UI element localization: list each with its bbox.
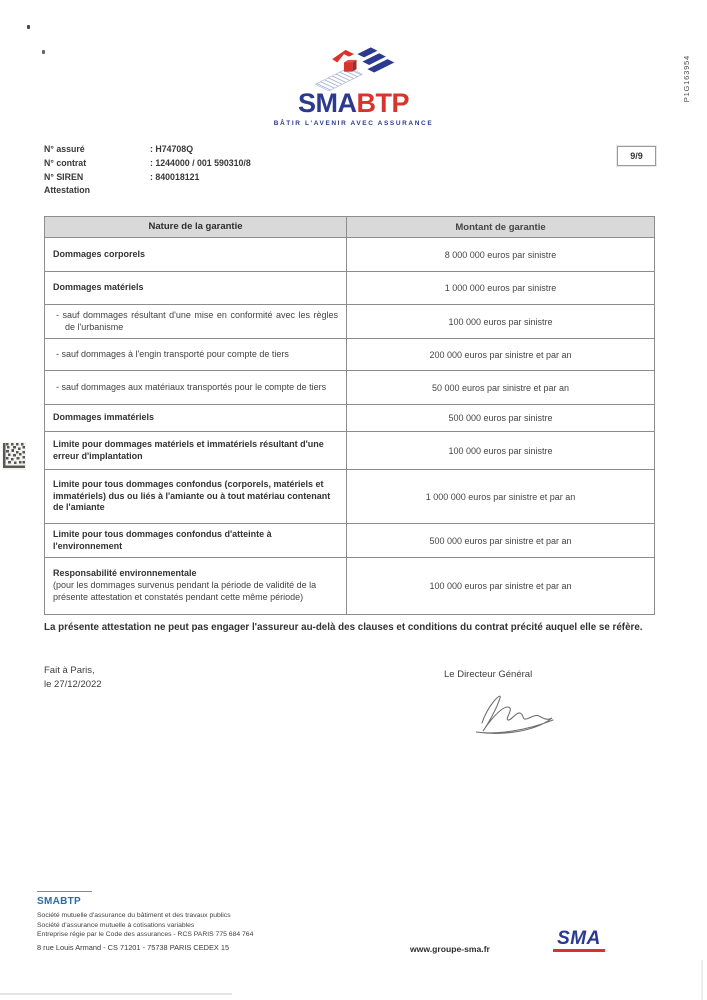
montant-cell: 100 000 euros par sinistre et par an [429,581,572,591]
issue-place-date [44,664,102,691]
table-row [45,557,654,614]
field-label: N° contrat [44,157,87,168]
table-row [45,370,654,404]
page-number-badge: 9/9 [617,146,656,166]
nature-cell: - sauf dommages aux matériaux transportés pour le compte de tiers [45,371,347,404]
sma-logo [553,929,605,952]
table-row [45,271,654,304]
side-reference-code: P1G163954 [682,55,691,103]
table-row [45,523,654,557]
nature-title: Responsabilité environnementale [53,568,197,579]
field-value: : 840018121 [150,171,200,182]
closing-statement: La présente attestation ne peut pas engager l'assureur au-delà des clauses et conditions du contrat précité auquel elle se réfère. [44,622,643,633]
table-header-row [45,217,654,237]
nature-cell: Limite pour dommages matériels et immatériels résultant d'une erreur d'implantation [45,432,347,469]
signatory-title: Le Directeur Général [444,669,533,680]
nature-cell: Limite pour tous dommages confondus d'atteinte à l'environnement [45,524,347,557]
policy-field-contrat [44,157,374,171]
table-row [45,404,654,431]
policy-field-assure [44,143,374,157]
nature-cell: - sauf dommages résultant d'une mise en conformité avec les règles de l'urbanisme [45,305,347,338]
policy-info [44,143,374,198]
montant-cell: 1 000 000 euros par sinistre [444,283,557,293]
wordmark-btp: BTP [356,88,409,118]
montant-cell: 100 000 euros par sinistre [448,316,553,327]
signature [452,683,582,745]
table-row [45,469,654,523]
field-label: Attestation [44,185,90,196]
montant-cell: 100 000 euros par sinistre [448,445,553,456]
smabtp-logo [0,44,707,127]
footer-company-block [37,896,357,952]
header-montant: Montant de garantie [455,221,546,233]
policy-field-attestation [44,184,374,198]
nature-cell: Dommages matériels [45,272,347,304]
nature-cell: Limite pour tous dommages confondus (corporels, matériels et immatériels) dus ou liés à l'amiante ou à tout matériau contenant de l'amiante [45,470,347,523]
footer-website: www.groupe-sma.fr [410,944,490,954]
montant-cell: 8 000 000 euros par sinistre [444,249,557,260]
montant-cell: 50 000 euros par sinistre et par an [431,382,570,393]
montant-cell: 200 000 euros par sinistre et par an [429,349,572,360]
datamatrix-code [2,442,26,470]
footer-address: 8 rue Louis Armand - CS 71201 - 75738 PARIS CEDEX 15 [37,942,230,952]
header-nature: Nature de la garantie [45,217,347,237]
field-label: N° SIREN [44,171,84,182]
nature-cell: Dommages corporels [45,238,347,271]
table-row [45,338,654,370]
scan-artifact-edge [701,960,703,1000]
table-row [45,304,654,338]
nature-cell: - sauf dommages à l'engin transporté pour compte de tiers [45,339,347,370]
logo-tagline: BÂTIR L'AVENIR AVEC ASSURANCE [273,120,434,127]
field-value: : 1244000 / 001 590310/8 [150,157,251,168]
table-row [45,431,654,469]
field-value [150,184,374,198]
footer-legal-lines [37,911,357,940]
scan-artifact-line [0,993,232,995]
field-label: N° assuré [44,144,85,154]
table-row [45,237,654,271]
footer-legal-line: Société d'assurance mutuelle à cotisations variables [37,921,195,929]
footer-legal-line: Entreprise régie par le Code des assurances - RCS PARIS 775 684 764 [37,931,254,939]
issue-date: le 27/12/2022 [44,678,102,690]
sma-logo-underline [553,949,605,952]
wordmark-sma: SMA [298,88,357,118]
nature-note: (pour les dommages survenus pendant la période de validité de la présente attestation et constatés pendant cette même période) [53,580,317,602]
footer-legal-line: Société mutuelle d'assurance du bâtiment et des travaux publics [37,912,231,919]
footer-company-name: SMABTP [37,896,82,907]
scan-speck [27,25,30,29]
nature-cell: Dommages immatériels [45,405,347,431]
montant-cell: 500 000 euros par sinistre et par an [429,535,572,546]
policy-field-siren [44,171,374,185]
field-value: : H74708Q [150,144,194,154]
guarantees-table [44,216,655,615]
sma-wordmark: SMA [557,928,601,949]
montant-cell: 500 000 euros par sinistre [448,413,553,423]
montant-cell: 1 000 000 euros par sinistre et par an [425,491,576,502]
issue-place: Fait à Paris, [44,665,95,676]
smabtp-wordmark [0,90,707,117]
nature-cell [45,558,347,614]
footer-divider [37,891,92,892]
